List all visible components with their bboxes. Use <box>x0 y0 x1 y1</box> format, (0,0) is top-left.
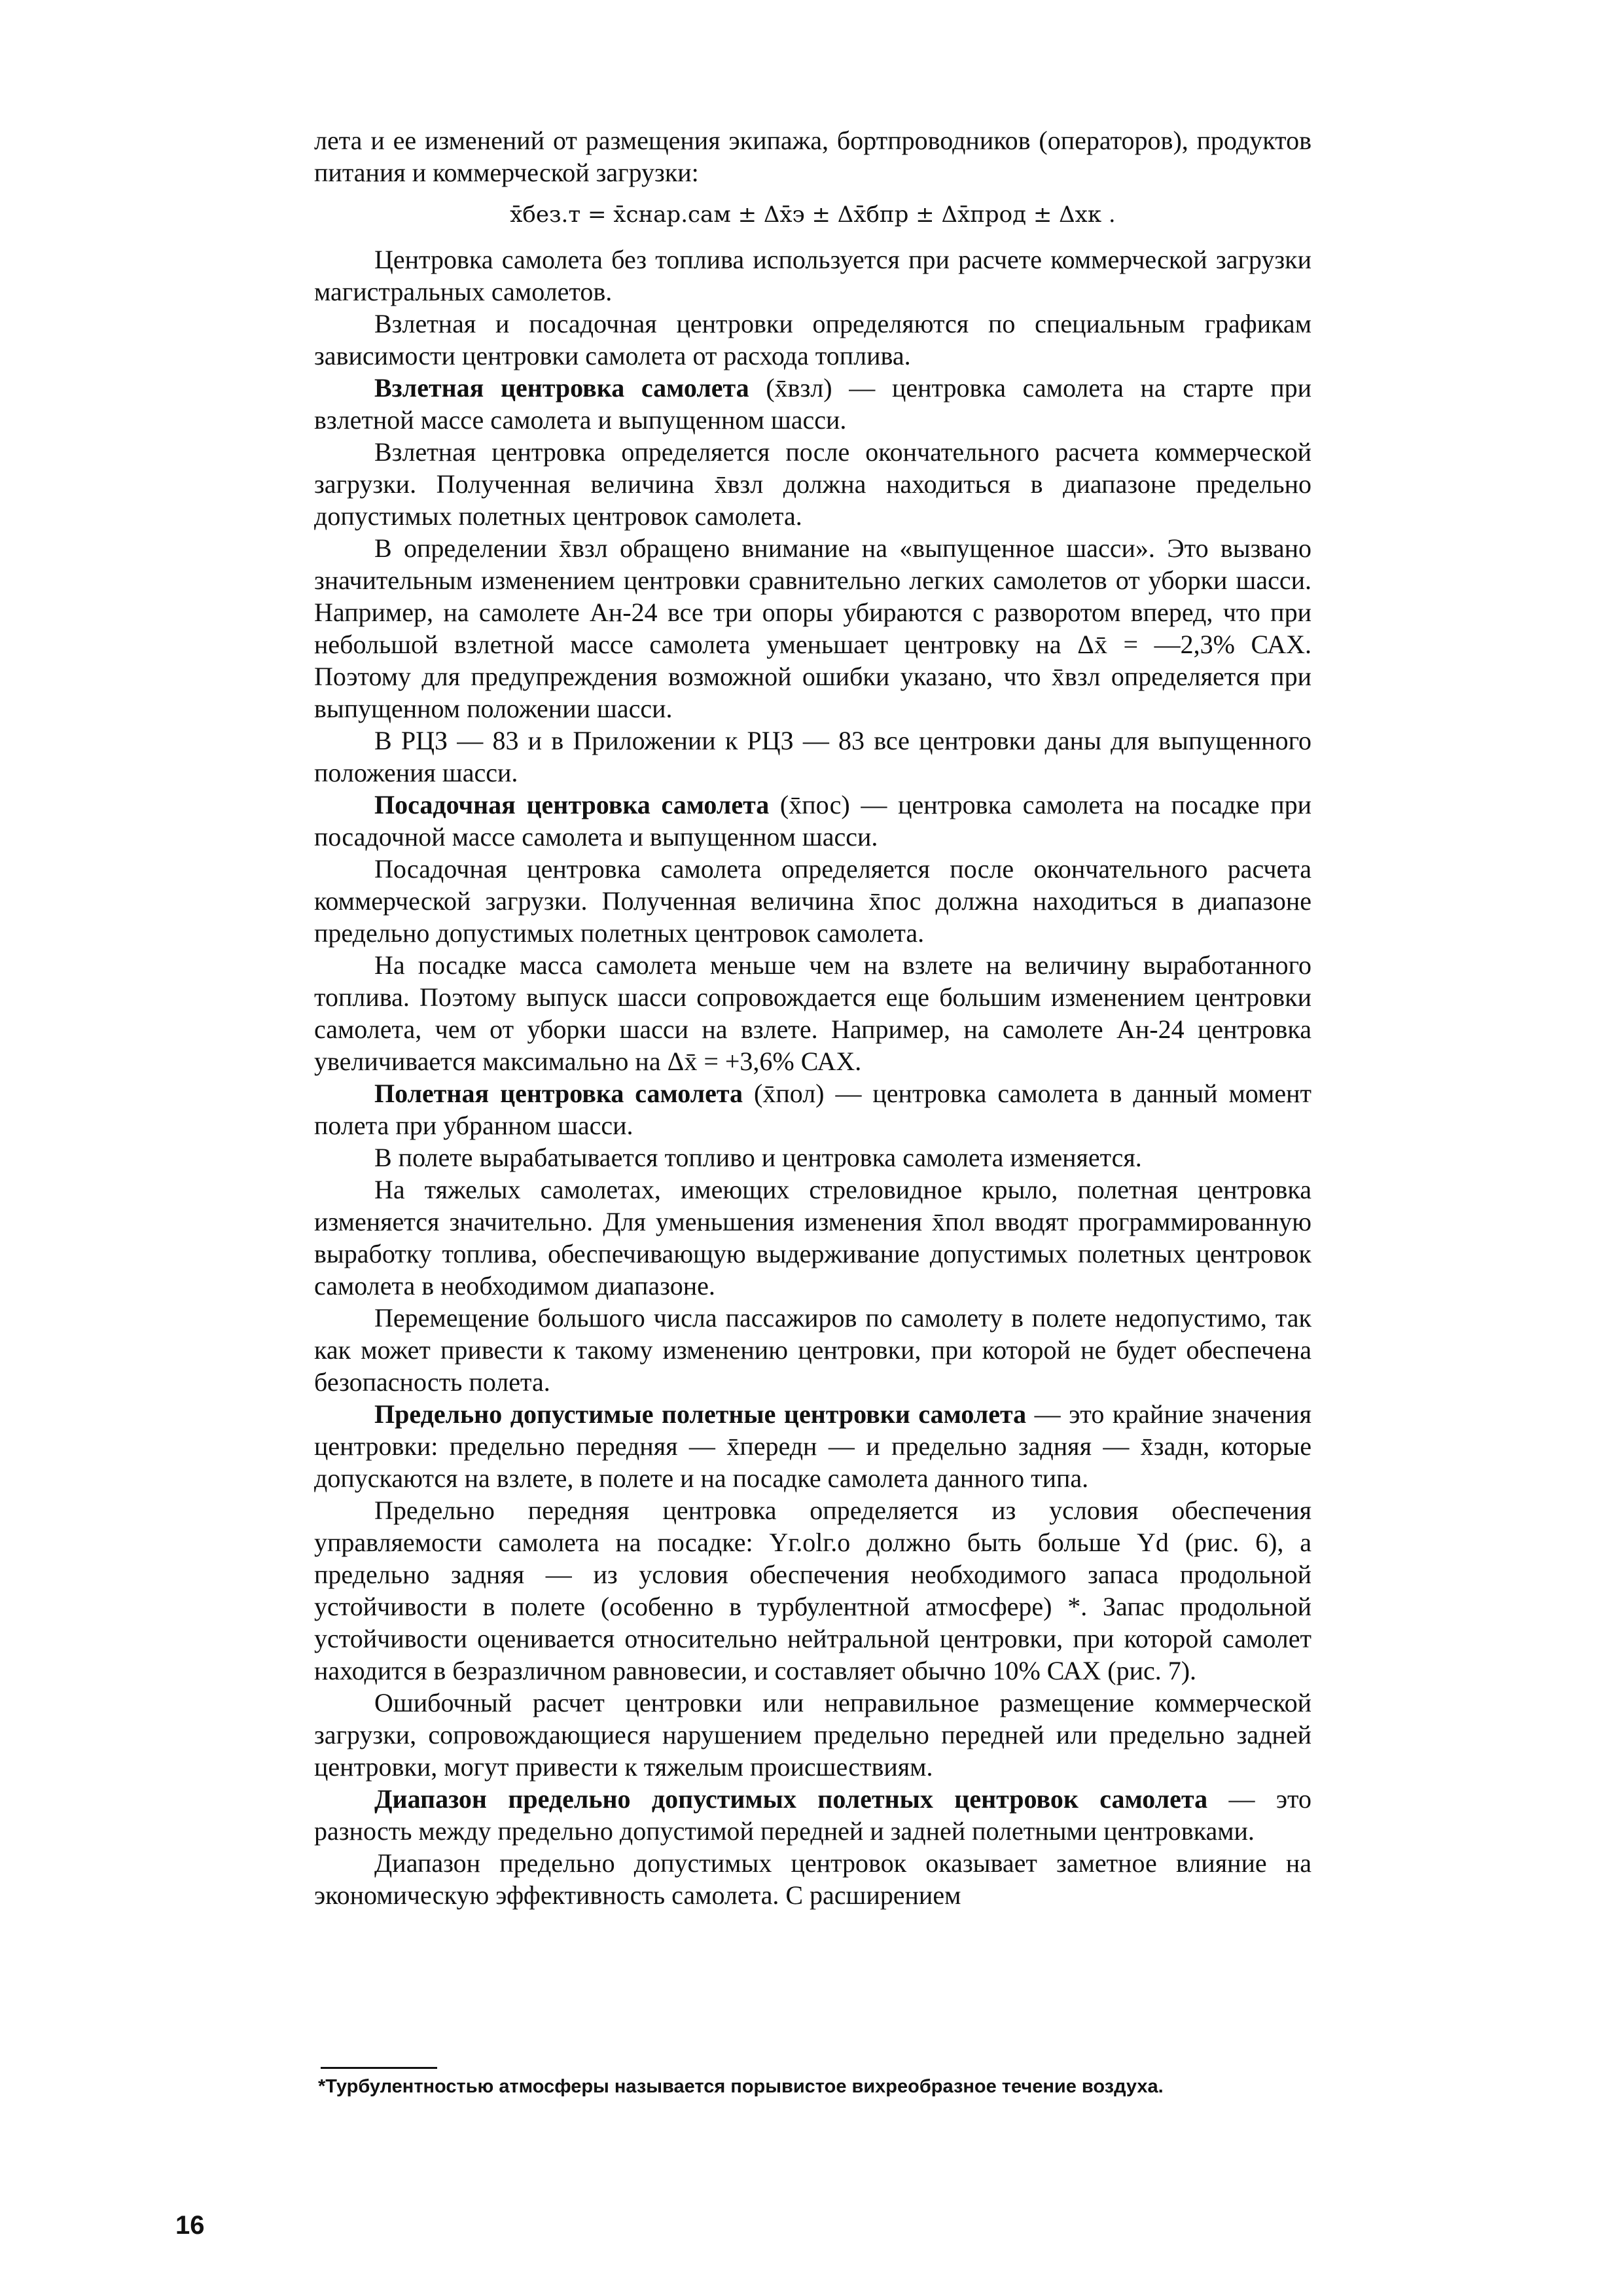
formula-empty-mass-cg: x̄без.т = x̄снар.сам ± Δx̄э ± Δx̄бпр ± Δx̄прод ± Δxк . <box>510 202 1116 228</box>
definition-cg-range: Диапазон предельно допустимых полетных центровок самолета — это разность между предельно допустимой передней и задней полетными центровками. <box>314 1784 1311 1846</box>
paragraph-13: В полете вырабатывается топливо и центровка самолета изменяется. <box>374 1143 1142 1172</box>
term-takeoff-cg: Взлетная центровка самолета <box>374 373 749 403</box>
footnote: *Турбулентностью атмосферы называется порывистое вихреобразное течение воздуха. <box>318 2076 1164 2097</box>
definition-flight-cg: Полетная центровка самолета (x̄пол) — центровка самолета в данный момент полета при убранном шасси. <box>314 1079 1311 1140</box>
definition-cg-limits: Предельно допустимые полетные центровки самолета — это крайние значения центровки: предельно передняя — x̄передн — и предельно задняя — x̄задн, которые допускаются на взлете, в полете и на посадке самолета данного типа. <box>314 1399 1311 1493</box>
paragraph-17: Предельно передняя центровка определяется из условия обеспечения управляемости самолета на посадке: Yг.оlг.о должно быть больше Yd (рис. 6), а предельно задняя — из условия обеспечения необходимого запаса продольной устойчивости в полете (особенно в турбулентной атмосфере) *. Запас продольной устойчивости оценивается относительно нейтральной центровки, при которой самолет находится в безразличном равновесии, и составляет обычно 10% САХ (рис. 7). <box>314 1496 1311 1685</box>
paragraph-7: В определении x̄взл обращено внимание на «выпущенное шасси». Это вызвано значительным изменением центровки сравнительно легких самолетов от уборки шасси. Например, на самолете Ан-24 все три опоры убираются с разворотом вперед, что при небольшой взлетной массе самолета уменьшает центровку на Δx̄ = —2,3% САХ. Поэтому для предупреждения возможной ошибки указано, что x̄взл определяется при выпущенном положении шасси. <box>314 533 1311 723</box>
term-cg-range: Диапазон предельно допустимых полетных центровок самолета <box>374 1784 1208 1814</box>
paragraph-11: На посадке масса самолета меньше чем на взлете на величину выработанного топлива. Поэтому выпуск шасси сопровождается еще большим изменением центровки самолета, чем от уборки шасси на взлете. Например, на самолете Ан-24 центровка увеличивается максимально на Δx̄ = +3,6% САХ. <box>314 950 1311 1076</box>
term-cg-limits: Предельно допустимые полетные центровки самолета <box>374 1399 1027 1429</box>
paragraph-6: Взлетная центровка определяется после окончательного расчета коммерческой загрузки. Полученная величина x̄взл должна находиться в диапазоне предельно допустимых полетных центровок самолета. <box>314 437 1311 531</box>
paragraph-20: Диапазон предельно допустимых центровок оказывает заметное влияние на экономическую эффективность самолета. С расширением <box>314 1848 1311 1910</box>
paragraph-8: В РЦЗ — 83 и в Приложении к РЦЗ — 83 все центровки даны для выпущенного положения шасси. <box>314 726 1311 787</box>
paragraph-1: лета и ее изменений от размещения экипажа, бортпроводников (операторов), продуктов питания и коммерческой загрузки: <box>314 126 1311 187</box>
term-flight-cg: Полетная центровка самолета <box>374 1079 743 1108</box>
paragraph-14: На тяжелых самолетах, имеющих стреловидное крыло, полетная центровка изменяется значительно. Для уменьшения изменения x̄пол вводят программированную выработку топлива, обеспечивающую выдерживание допустимых полетных центровок самолета в необходимом диапазоне. <box>314 1175 1311 1300</box>
page-body <box>314 124 1311 1911</box>
paragraph-3: Центровка самолета без топлива используется при расчете коммерческой загрузки магистральных самолетов. <box>314 245 1311 306</box>
term-landing-cg: Посадочная центровка самолета <box>374 790 770 819</box>
definition-takeoff-cg: Взлетная центровка самолета (x̄взл) — центровка самолета на старте при взлетной массе самолета и выпущенном шасси. <box>314 373 1312 435</box>
page-number: 16 <box>175 2211 205 2240</box>
footnote-divider <box>321 2067 437 2069</box>
paragraph-4: Взлетная и посадочная центровки определяются по специальным графикам зависимости центровки самолета от расхода топлива. <box>314 309 1311 370</box>
paragraph-10: Посадочная центровка самолета определяется после окончательного расчета коммерческой загрузки. Полученная величина x̄пос должна находиться в диапазоне предельно допустимых полетных центровок самолета. <box>314 854 1311 948</box>
paragraph-15: Перемещение большого числа пассажиров по самолету в полете недопустимо, так как может привести к такому изменению центровки, при которой не будет обеспечена безопасность полета. <box>314 1303 1311 1397</box>
paragraph-18: Ошибочный расчет центровки или неправильное размещение коммерческой загрузки, сопровождающиеся нарушением предельно передней или предельно задней центровки, могут привести к тяжелым происшествиям. <box>314 1688 1311 1782</box>
definition-landing-cg: Посадочная центровка самолета (x̄пос) — центровка самолета на посадке при посадочной массе самолета и выпущенном шасси. <box>314 790 1312 852</box>
